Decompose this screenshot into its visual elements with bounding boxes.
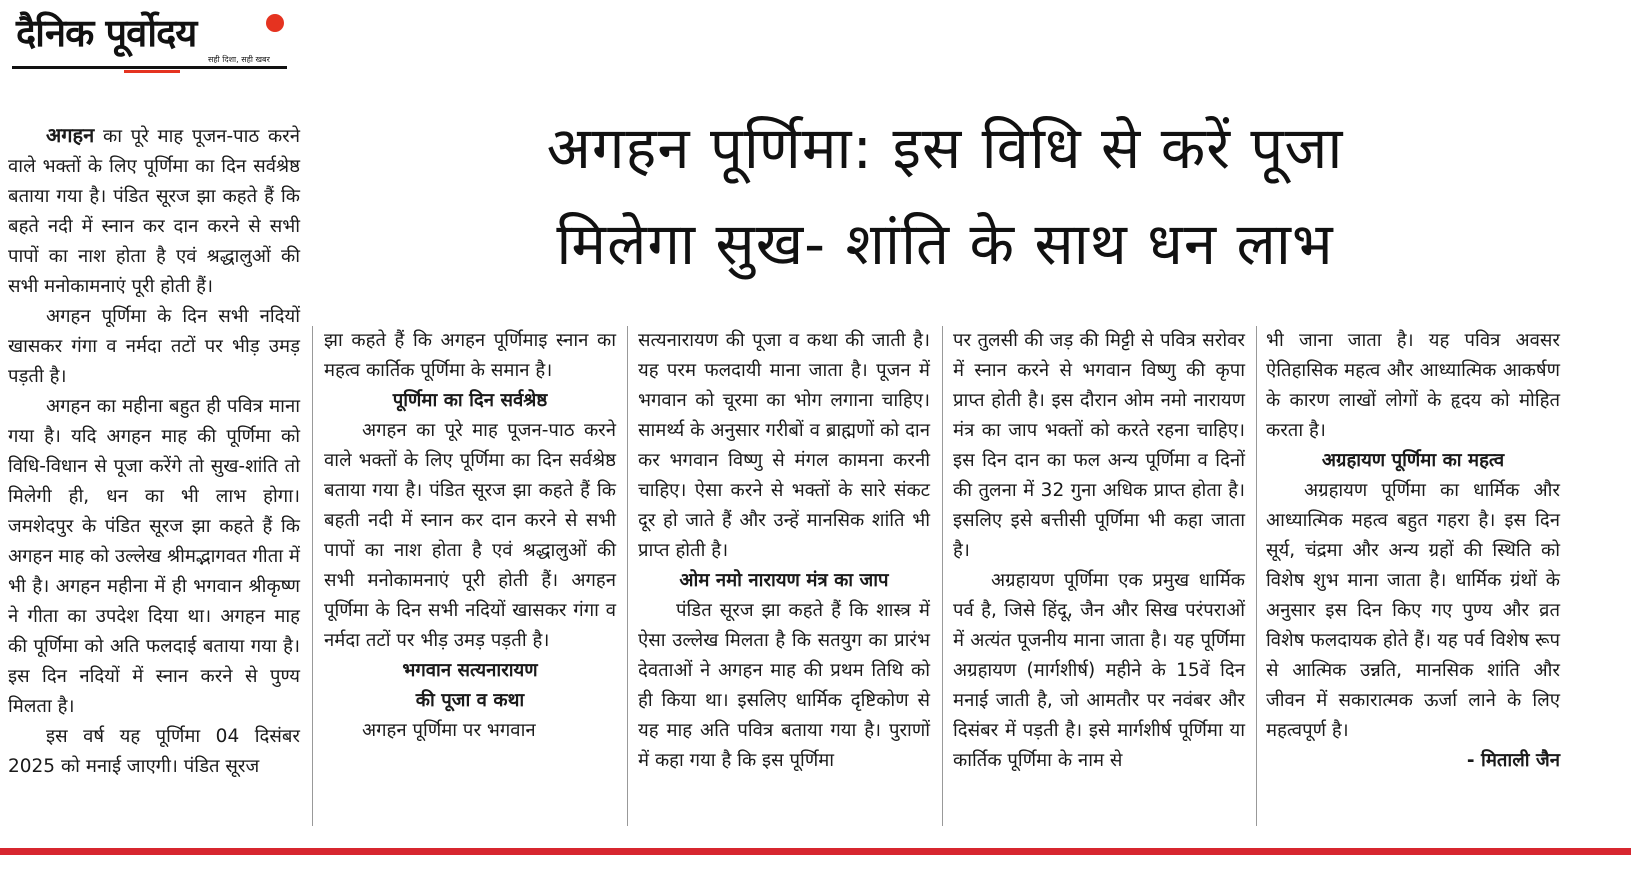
column-divider: [627, 326, 628, 826]
subheading: भगवान सत्यनारायण: [402, 660, 538, 681]
paragraph: [8, 120, 300, 302]
paragraph: अग्रहायण पूर्णिमा एक प्रमुख धार्मिक पर्व है, जिसे हिंदू, जैन और सिख परंपराओं में अत्यंत पूजनीय माना जाता है। यह पूर्णिमा अग्रहायण (मार्गशीर्ष) महीने के 15वें दिन मनाई जाती है, जो आमतौर पर नवंबर और दिसंबर में पड़ती है। इसे मार्गशीर्ष पूर्णिमा या कार्तिक पूर्णिमा के नाम से: [953, 570, 1245, 771]
column-divider: [312, 326, 313, 826]
logo-sun-icon: [266, 14, 284, 32]
paragraph: सत्यनारायण की पूजा व कथा की जाती है। यह परम फलदायी माना जाता है। पूजन में भगवान को चूरमा का भोग लगाना चाहिए। सामर्थ्य के अनुसार गरीबों व ब्राह्मणों को दान कर भगवान विष्णु से मंगल कामना करनी चाहिए। ऐसा करने से भक्तों के सारे संकट दूर हो जाते हैं और उन्हें मानसिक शांति भी प्राप्त होती है।: [638, 330, 930, 561]
lead-word: अगहन: [46, 123, 95, 147]
article-column-2: [324, 326, 616, 746]
paragraph: भी जाना जाता है। यह पवित्र अवसर ऐतिहासिक महत्व और आध्यात्मिक आकर्षण के कारण लाखों लोगों के हृदय को मोहित करता है।: [1266, 330, 1560, 441]
headline-line-2: मिलेगा सुख- शांति के साथ धन लाभ: [556, 210, 1334, 278]
subheading: अग्रहायण पूर्णिमा का महत्व: [1321, 450, 1505, 471]
paragraph: अगहन का पूरे माह पूजन-पाठ करने वाले भक्तों के लिए पूर्णिमा का दिन सर्वश्रेष्ठ बताया गया है। पंडित सूरज झा कहते हैं कि बहती नदी में स्नान कर दान करने से सभी पापों का नाश होता है एवं श्रद्धालुओं की सभी मनोकामनाएं पूरी होती हैं। अगहन पूर्णिमा के दिन सभी नदियों खासकर गंगा व नर्मदा तटों पर भीड़ उमड़ पड़ती है।: [324, 420, 616, 651]
paragraph: झा कहते हैं कि अगहन पूर्णिमाइ स्नान का महत्व कार्तिक पूर्णिमा के समान है।: [324, 330, 616, 381]
subheading: की पूजा व कथा: [415, 690, 525, 711]
column-divider: [1256, 326, 1257, 826]
paragraph: इस वर्ष यह पूर्णिमा 04 दिसंबर 2025 को मनाई जाएगी। पंडित सूरज: [8, 726, 300, 777]
column-divider: [942, 326, 943, 826]
paragraph: अग्रहायण पूर्णिमा का धार्मिक और आध्यात्मिक महत्व बहुत गहरा है। इस दिन सूर्य, चंद्रमा और अन्य ग्रहों की स्थिति को विशेष शुभ माना जाता है। धार्मिक ग्रंथों के अनुसार इस दिन किए गए पुण्य और व्रत विशेष फलदायक होते हैं। यह पर्व विशेष रूप से आत्मिक उन्नति, मानसिक शांति और जीवन में सकारात्मक ऊर्जा लाने के लिए महत्वपूर्ण है।: [1266, 480, 1560, 741]
article-headline: [340, 100, 1550, 292]
author-signature: - मिताली जैन: [1466, 750, 1560, 771]
headline-line-1: अगहन पूर्णिमा: इस विधि से करें पूजा: [546, 114, 1344, 182]
paragraph: अगहन पूर्णिमा पर भगवान: [362, 720, 536, 741]
page-bottom-bar: [0, 848, 1631, 855]
newspaper-tagline: सही दिशा, सही खबर: [208, 55, 270, 64]
newspaper-name: दैनिक पूर्वोदय: [16, 11, 197, 55]
article-column-4: [953, 326, 1245, 776]
paragraph: पर तुलसी की जड़ की मिट्टी से पवित्र सरोवर में स्नान करने से भगवान विष्णु की कृपा प्राप्त होती है। इस दौरान ओम नमो नारायण मंत्र का जाप भक्तों को करते रहना चाहिए। इस दिन दान का फल अन्य पूर्णिमा व दिनों की तुलना में 32 गुना अधिक प्राप्त होता है। इसलिए इसे बत्तीसी पूर्णिमा भी कहा जाता है।: [953, 330, 1245, 561]
paragraph: अगहन पूर्णिमा के दिन सभी नदियों खासकर गंगा व नर्मदा तटों पर भीड़ उमड़ पड़ती है।: [8, 306, 300, 387]
paragraph: अगहन का महीना बहुत ही पवित्र माना गया है। यदि अगहन माह की पूर्णिमा को विधि-विधान से पूजा करेंगे तो सुख-शांति तो मिलेगी ही, धन का भी लाभ होगा। जमशेदपुर के पंडित सूरज झा कहते हैं कि अगहन माह को उल्लेख श्रीमद्भागवत गीता में भी है। अगहन महीना में ही भगवान श्रीकृष्ण ने गीता का उपदेश दिया था। अगहन माह की पूर्णिमा को अति फलदाई बताया गया है। इस दिन नदियों में स्नान करने से पुण्य मिलता है।: [8, 396, 300, 717]
masthead-rule: [12, 66, 287, 69]
masthead-logo: [12, 6, 282, 70]
paragraph-text: का पूरे माह पूजन-पाठ करने वाले भक्तों के लिए पूर्णिमा का दिन सर्वश्रेष्ठ बताया गया है। पंडित सूरज झा कहते हैं कि बहते नदी में स्नान कर दान करने से सभी पापों का नाश होता है एवं श्रद्धालुओं की सभी मनोकामनाएं पूरी होती हैं।: [8, 126, 300, 297]
subheading: ओम नमो नारायण मंत्र का जाप: [679, 570, 889, 591]
masthead-red-accent: [124, 70, 180, 73]
article-column-1: [8, 120, 300, 782]
subheading: पूर्णिमा का दिन सर्वश्रेष्ठ: [392, 390, 548, 411]
paragraph: पंडित सूरज झा कहते हैं कि शास्त्र में ऐसा उल्लेख मिलता है कि सतयुग का प्रारंभ देवताओं ने अगहन माह की प्रथम तिथि को ही किया था। इसलिए धार्मिक दृष्टिकोण से यह माह अति पवित्र बताया गया है। पुराणों में कहा गया है कि इस पूर्णिमा: [638, 600, 930, 771]
article-column-3: [638, 326, 930, 776]
article-column-5: [1266, 326, 1560, 776]
